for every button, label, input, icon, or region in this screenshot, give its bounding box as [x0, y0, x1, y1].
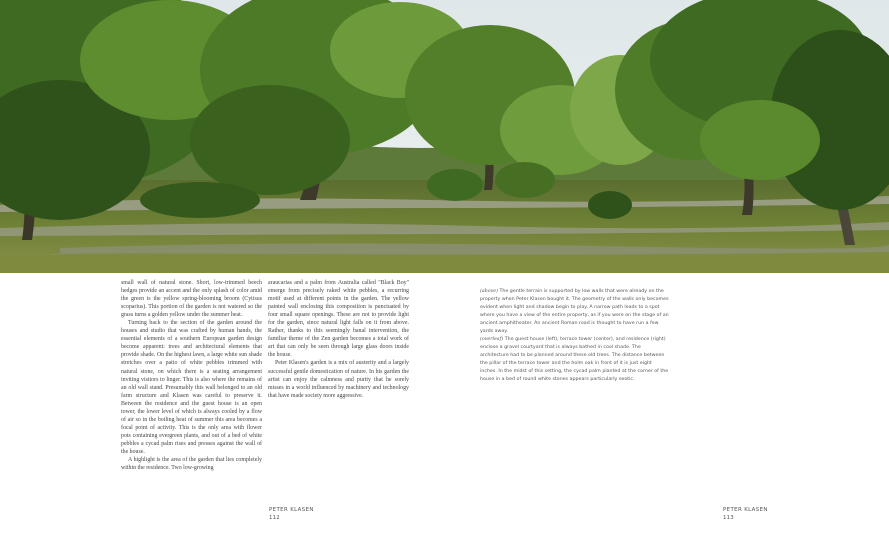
photo-captions — [480, 288, 669, 384]
body-text-column-2 — [268, 279, 409, 400]
paragraph: Turning back to the section of the garden around the houses and studio that was crafted by human hands, the essential elements of a southern European garden design become apparent: trees and architectural elements that provide shade. On the highest lawn, a large white sun shade stretches over a patio of white pebbles trimmed with natural stone, on which there is a seating arrangement inviting visitors to linger. This is also where the remains of an old wall stand. Presumably this wall belonged to an old farm structure and Klasen was careful to preserve it. Between the residence and the guest house is an open tower, the lower level of which is always cooled by a flow of air so in the boiling heat of summer this area becomes a focal point of activity. This is the only area with flower pots containing evergreen plants, and out of a bed of white pebbles a cycad palm rises and presses against the wall of the house. — [121, 320, 262, 455]
page-number: 113 — [723, 515, 734, 521]
folio-right — [723, 506, 768, 522]
paragraph: Peter Klasen's garden is a mix of austerity and a largely successful gentle domestication of nature. In his garden the artist can enjoy the calmness and purity that he sorely misses in a world influenced by machinery and technology that have made society more aggressive. — [268, 360, 409, 399]
caption-text: The gentle terrain is supported by low walls that were already on the property when Peter Klasen bought it. The geometry of the walls only becomes evident when light and shadow begin to play. A narrow path leads to a spot where you have a view of the entire property, as if you were on the stage of an ancient amphitheater. An ancient Roman road is thought to have run a few yards away. — [480, 289, 669, 334]
caption-text: The guest house (left), terrace tower (center), and residence (right) enclose a gravel courtyard that is always bathed in cool shade. The architecture had to be planned around these old trees. The distance between the pillar of the terrace tower and the holm oak in front of it is just eight inches. In the midst of this setting, the cycad palm planted at the corner of the house in a bed of round white stones appears particularly exotic. — [480, 337, 669, 382]
caption-label: (overleaf) — [480, 337, 504, 342]
running-head: PETER KLASEN — [723, 507, 768, 513]
running-head: PETER KLASEN — [269, 507, 314, 513]
page-number: 112 — [269, 515, 280, 521]
caption-above — [480, 288, 669, 336]
paragraph: small wall of natural stone. Short, low-trimmed beech hedges provide an accent and the only splash of color amid the green is the yellow spring-blooming broom (Cytisus scoparius). This portion of the garden is not watered so the grass turns a golden yellow under the summer heat. — [121, 280, 262, 319]
paragraph: araucarias and a palm from Australia called "Black Boy" emerge from precisely raked white pebbles, a recurring motif used at different points in the garden. The yellow painted wall enclosing this composition is punctuated by four small square openings. These are not to provide light for the garden, since natural light falls on it from above. Rather, thanks to this seemingly banal intervention, the familiar theme of the Zen garden becomes a total work of art that can only be seen through large glass doors inside the house. — [268, 280, 409, 359]
body-text-column-1 — [121, 279, 262, 472]
caption-label: (above) — [480, 289, 498, 294]
folio-left — [269, 506, 314, 522]
paragraph: A highlight is the area of the garden that lies completely within the residence. Two low-growing — [121, 457, 262, 472]
caption-overleaf — [480, 336, 669, 384]
